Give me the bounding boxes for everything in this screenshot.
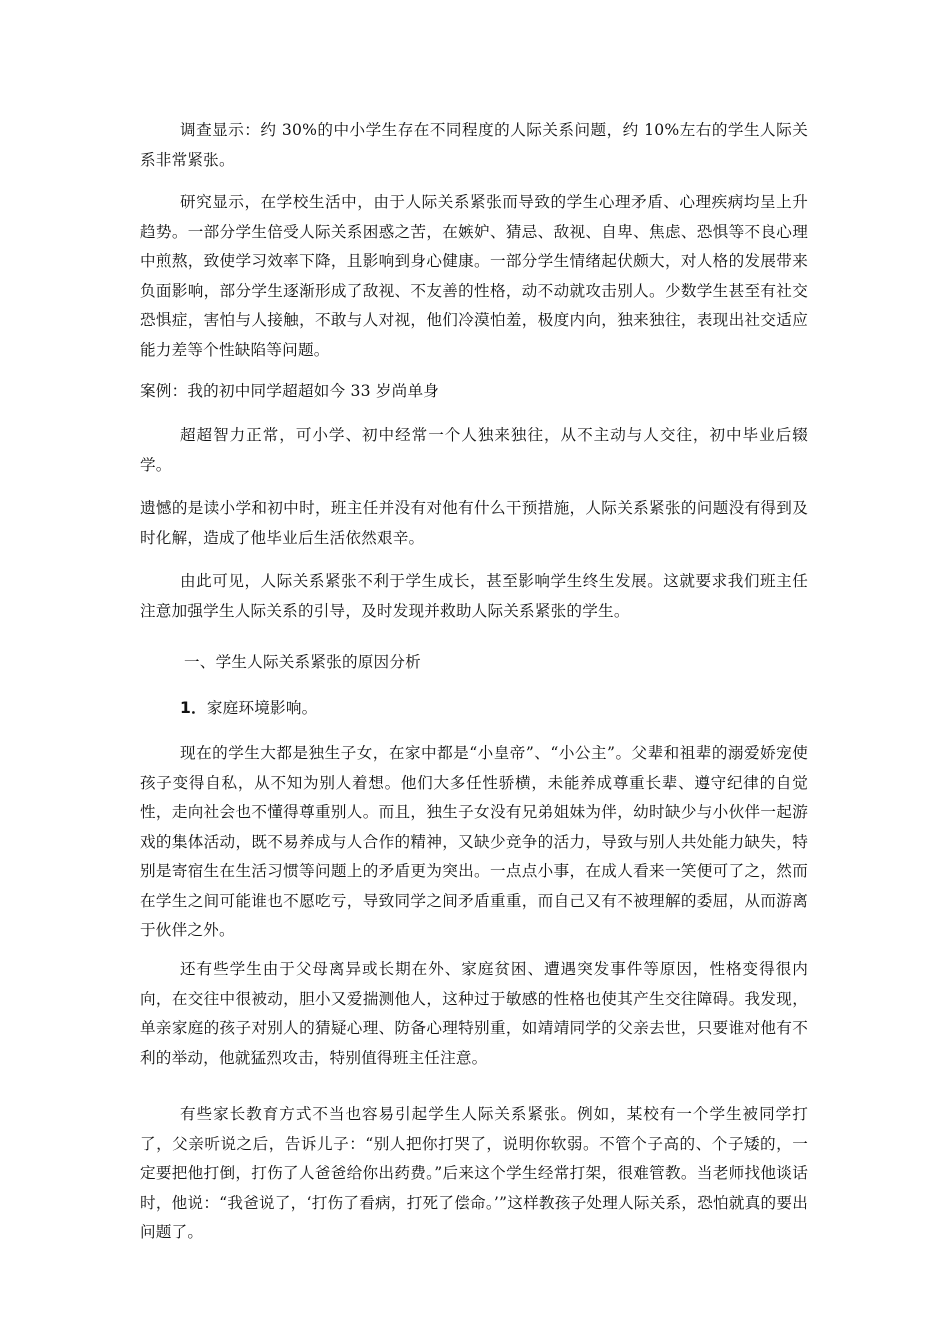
paragraph-conclusion: 由此可见，人际关系紧张不利于学生成长，甚至影响学生终生发展。这就要求我们班主任注意加强学生人际关系的引导，及时发现并救助人际关系紧张的学生。 [140, 572, 808, 620]
paragraph-family-environment: 现在的学生大都是独生子女，在家中都是“小皇帝”、“小公主”。父辈和祖辈的溺爱娇宠使孩子变得自私，从不知为别人着想。他们大多任性骄横，未能养成尊重长辈、遵守纪律的自觉性，走向社会也不懂得尊重别人。而且，独生子女没有兄弟姐妹为伴，幼时缺少与小伙伴一起游戏的集体活动，既不易养成与人合作的精神，又缺少竞争的活力，导致与别人共处能力缺失，特别是寄宿生在生活习惯等问题上的矛盾更为突出。一点点小事，在成人看来一笑便可了之，然而在学生之间可能谁也不愿吃亏，导致同学之间矛盾重重，而自己又有不被理解的委屈，从而游离于伙伴之外。 [140, 744, 808, 939]
paragraph-research: 研究显示，在学校生活中，由于人际关系紧张而导致的学生心理矛盾、心理疾病均呈上升趋势。一部分学生倍受人际关系困惑之苦，在嫉妒、猜忌、敌视、自卑、焦虑、恐惧等不良心理中煎熬，致使学习效率下降，且影响到身心健康。一部分学生情绪起伏颇大，对人格的发展带来负面影响，部分学生逐渐形成了敌视、不友善的性格，动不动就攻击别人。少数学生甚至有社交恐惧症，害怕与人接触，不敢与人对视，他们冷漠怕羞，极度内向，独来独往，表现出社交适应能力差等个性缺陷等问题。 [140, 193, 808, 359]
paragraph-single-parent: 还有些学生由于父母离异或长期在外、家庭贫困、遭遇突发事件等原因，性格变得很内向，在交往中很被动，胆小又爱揣测他人，这种过于敏感的性格也使其产生交往障碍。我发现，单亲家庭的孩子对别人的猜疑心理、防备心理特别重，如靖靖同学的父亲去世，只要谁对他有不利的举动，他就猛烈攻击，特别值得班主任注意。 [140, 960, 808, 1067]
section-heading: 一、学生人际关系紧张的原因分析 [184, 653, 421, 671]
subsection-heading [140, 694, 808, 724]
paragraph-survey: 调查显示：约 30%的中小学生存在不同程度的人际关系问题，约 10%左右的学生人际关系非常紧张。 [140, 121, 808, 169]
paragraph-case-title: 案例：我的初中同学超超如今 33 岁尚单身 [140, 382, 440, 400]
paragraph-regret: 遗憾的是读小学和初中时，班主任并没有对他有什么干预措施，人际关系紧张的问题没有得到及时化解，造成了他毕业后生活依然艰辛。 [140, 499, 808, 547]
subsection-number: 1． [180, 699, 207, 717]
paragraph-parent-education: 有些家长教育方式不当也容易引起学生人际关系紧张。例如，某校有一个学生被同学打了，父亲听说之后，告诉儿子：“别人把你打哭了，说明你软弱。不管个子高的、个子矮的，一定要把他打倒，打伤了人爸爸给你出药费。”后来这个学生经常打架，很难管教。当老师找他谈话时，他说：“我爸说了，‘打伤了看病，打死了偿命。’”这样教孩子处理人际关系，恐怕就真的要出问题了。 [140, 1105, 808, 1241]
subsection-title: 家庭环境影响。 [206, 699, 318, 717]
paragraph-case-detail: 超超智力正常，可小学、初中经常一个人独来独往，从不主动与人交往，初中毕业后辍学。 [140, 426, 808, 474]
